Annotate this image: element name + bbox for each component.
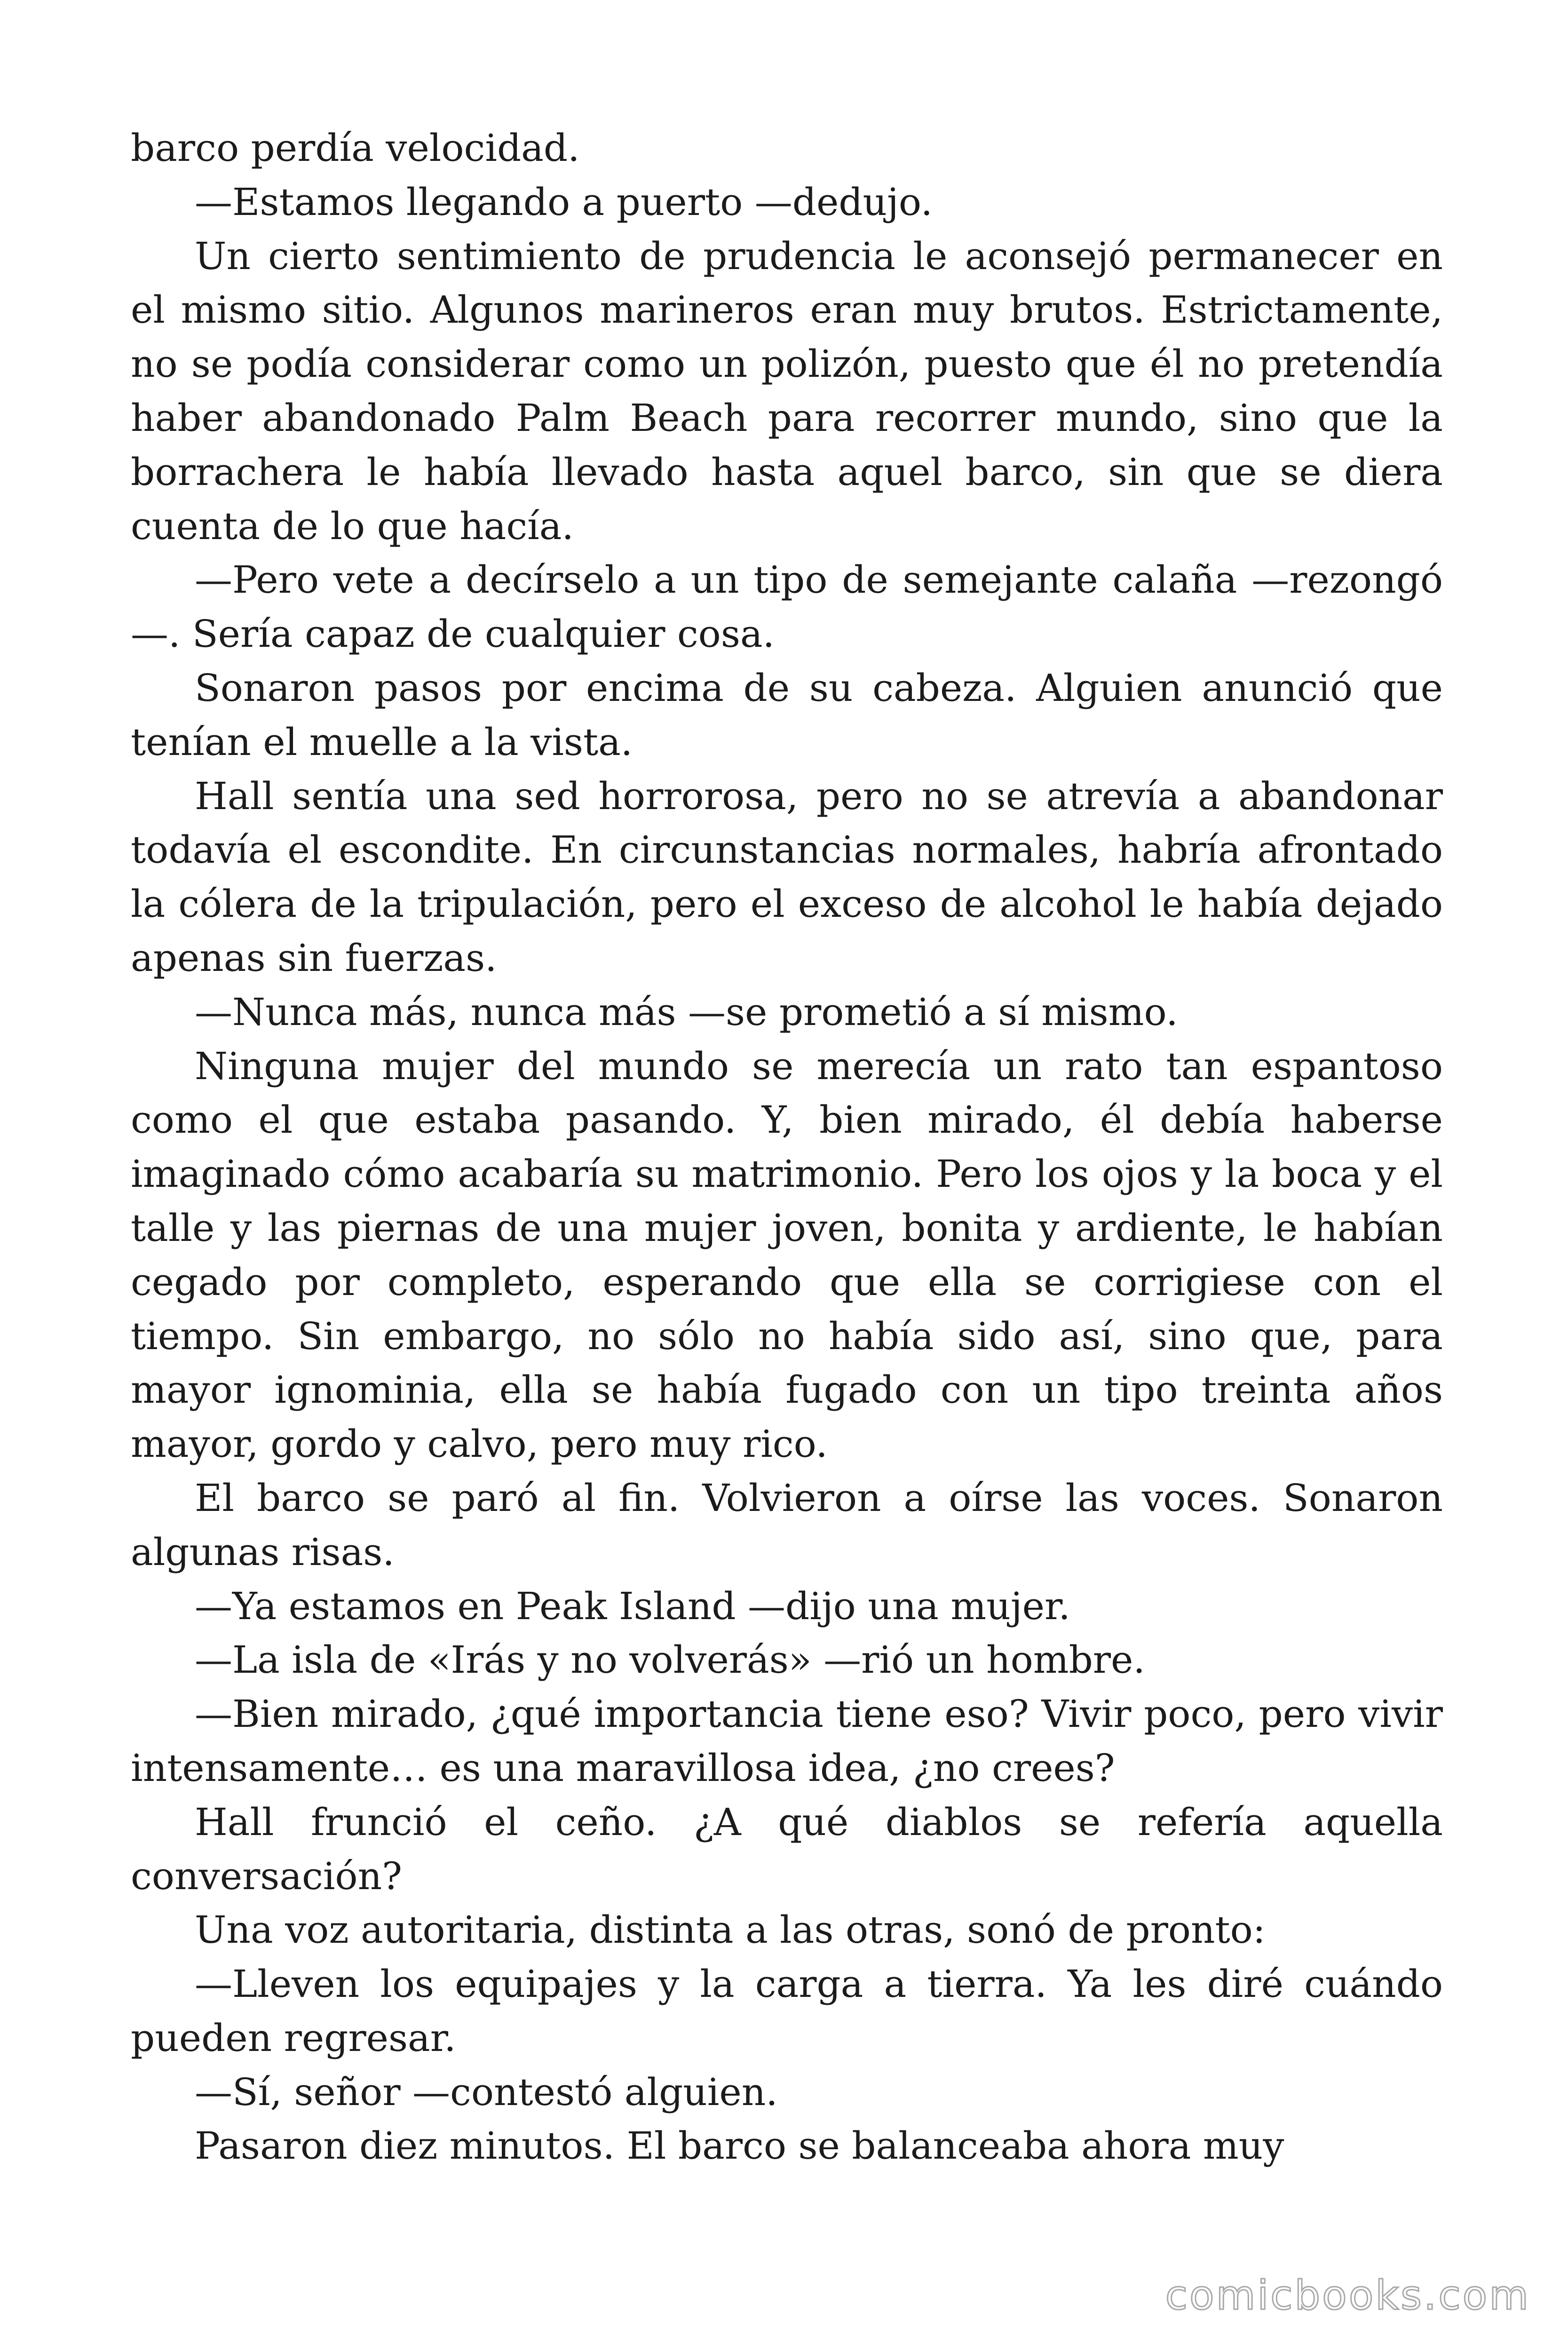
paragraph-10: —Ya estamos en Peak Island —dijo una mujer. [195, 1584, 1070, 1628]
paragraph-12: —Bien mirado, ¿qué importancia tiene eso? Vivir poco, pero vivir intensamente… es una maravillosa idea, ¿no crees? [131, 1692, 1443, 1790]
paragraph-7: —Nunca más, nunca más —se prometió a sí mismo. [195, 990, 1178, 1034]
paragraph-1: barco perdía velocidad. [131, 126, 580, 170]
paragraph-4: —Pero vete a decírselo a un tipo de semejante calaña —rezongó —. Sería capaz de cualquier cosa. [131, 558, 1443, 656]
paragraph-5: Sonaron pasos por encima de su cabeza. Alguien anunció que tenían el muelle a la vista. [131, 666, 1443, 764]
paragraph-14: Una voz autoritaria, distinta a las otras, sonó de pronto: [195, 1908, 1266, 1952]
paragraph-11: —La isla de «Irás y no volverás» —rió un hombre. [195, 1638, 1145, 1682]
paragraph-13: Hall frunció el ceño. ¿A qué diablos se refería aquella conversación? [131, 1800, 1443, 1898]
page-body [131, 121, 1443, 2173]
paragraph-16: —Sí, señor —contestó alguien. [195, 2070, 778, 2114]
paragraph-3: Un cierto sentimiento de prudencia le aconsejó permanecer en el mismo sitio. Algunos marineros eran muy brutos. Estrictamente, no se podía considerar como un polizón, puesto que él no pretendía haber abandonado Palm Beach para recorrer mundo, sino que la borrachera le había llevado hasta aquel barco, sin que se diera cuenta de lo que hacía. [131, 234, 1443, 548]
paragraph-8: Ninguna mujer del mundo se merecía un rato tan espantoso como el que estaba pasando. Y, bien mirado, él debía haberse imaginado cómo acabaría su matrimonio. Pero los ojos y la boca y el talle y las piernas de una mujer joven, bonita y ardiente, le habían cegado por completo, esperando que ella se corrigiese con el tiempo. Sin embargo, no sólo no había sido así, sino que, para mayor ignominia, ella se había fugado con un tipo treinta años mayor, gordo y calvo, pero muy rico. [131, 1044, 1443, 1466]
watermark: comicbooks.com [1165, 2272, 1530, 2319]
paragraph-6: Hall sentía una sed horrorosa, pero no se atrevía a abandonar todavía el escondite. En circunstancias normales, habría afrontado la cólera de la tripulación, pero el exceso de alcohol le había dejado apenas sin fuerzas. [131, 774, 1443, 980]
paragraph-9: El barco se paró al fin. Volvieron a oírse las voces. Sonaron algunas risas. [131, 1476, 1443, 1574]
paragraph-15: —Lleven los equipajes y la carga a tierra. Ya les diré cuándo pueden regresar. [131, 1962, 1443, 2060]
paragraph-2: —Estamos llegando a puerto —dedujo. [195, 180, 933, 224]
paragraph-17: Pasaron diez minutos. El barco se balanceaba ahora muy [195, 2124, 1284, 2168]
